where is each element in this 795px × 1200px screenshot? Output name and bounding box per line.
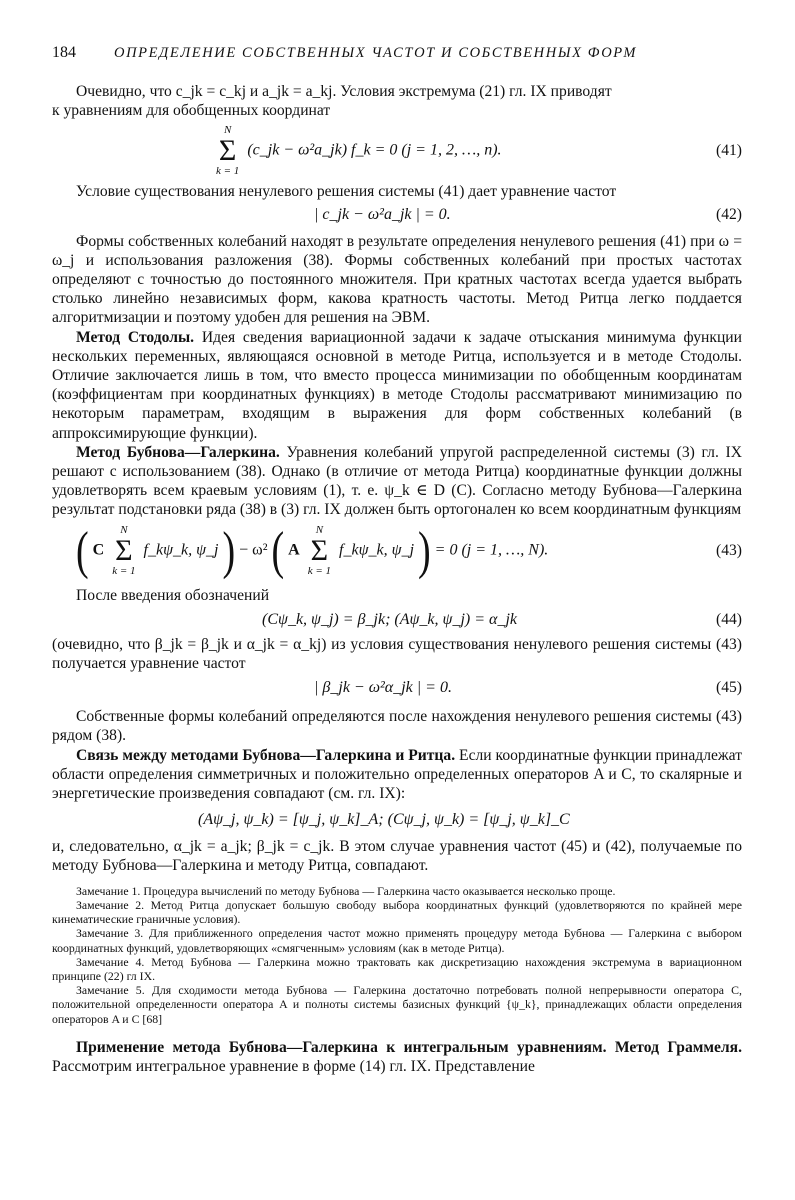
remark-5: Замечание 5. Для сходимости метода Бубнова — Галеркина достаточно потребовать полной непрерывности оператора C, положительной определенности оператора A и полноты системы базисных функций {ψ_k}, принадлежащих области определения операторов A и C [68] bbox=[52, 983, 742, 1026]
equation-link bbox=[52, 803, 742, 837]
paragraph-link bbox=[52, 746, 742, 804]
grammel-title: Применение метода Бубнова—Галеркина к интегральным уравнениям. Метод Граммеля. bbox=[76, 1038, 742, 1056]
bubnov-text: Уравнения колебаний упругой распределенной системы (3) гл. IX решают с использованием (38). Однако (в отличие от метода Ритца) координатные функции должны удовлетворять всем краевым условиям (1), т. е. ψ_k ∈ D (C). Согласно методу Бубнова—Галеркина результат подстановки ряда (38) в (3) гл. IX должен быть ортогонален ко всем координатным функциям bbox=[52, 443, 742, 519]
paragraph-forms: Формы собственных колебаний находят в результате определения ненулевого решения (41) при ω = ω_j и использования разложения (38). Формы собственных колебаний при простых частотах определяют с точностью до постоянного множителя. При кратных частотах всегда удается выбрать столько линейно независимых форм, какова кратность частоты. Метод Ритца легко поддается алгоритмизации и поэтому удобен для решения на ЭВМ. bbox=[52, 232, 742, 327]
page-header bbox=[52, 44, 742, 74]
grammel-text: Рассмотрим интегральное уравнение в форме (14) гл. IX. Представление bbox=[52, 1057, 535, 1075]
paragraph-stodola bbox=[52, 328, 742, 443]
paragraph-freq-condition: Условие существования ненулевого решения системы (41) дает уравнение частот bbox=[76, 183, 617, 201]
paragraph-notation: После введения обозначений bbox=[76, 586, 270, 604]
equation-42-body: | c_jk − ω²a_jk | = 0. bbox=[314, 205, 451, 223]
equation-43-term2: f_kψ_k, ψ_j bbox=[339, 541, 415, 559]
paragraph-eigenforms: Собственные формы колебаний определяются после нахождения ненулевого решения системы (43) рядом (38). bbox=[52, 708, 742, 745]
remark-1: Замечание 1. Процедура вычислений по методу Бубнова — Галеркина часто оказывается несколько проще. bbox=[76, 883, 616, 898]
equation-44-body: (Cψ_k, ψ_j) = β_jk; (Aψ_k, ψ_j) = α_jk bbox=[262, 610, 517, 628]
equation-42 bbox=[52, 202, 742, 228]
stodola-text: Идея сведения вариационной задачи к задаче отыскания минимума функции нескольких переменных, являющаяся основной в методе Ритца, используется и в методе Стодолы. Отличие заключается лишь в том, что вместо процесса минимизации по обобщенным координатам (коэффициентам при координатных функциях) в методе Стодолы рассматривают минимизацию по некоторым параметрам, входящим в выражения для форм собственных колебаний (в аппроксимирующие функции). bbox=[52, 328, 742, 442]
stodola-title: Метод Стодолы. bbox=[76, 328, 195, 346]
paragraph-obviously: (очевидно, что β_jk = β_jk и α_jk = α_kj) из условия существования ненулевого решения системы (43) получается уравнение частот bbox=[52, 635, 742, 673]
equation-45 bbox=[52, 673, 742, 703]
remark-3: Замечание 3. Для приближенного определения частот можно применять процедуру метода Бубнова — Галеркина с выбором координатных функций, удовлетворяющих «смягченным» условиям (как в методе Ритца). bbox=[52, 926, 742, 955]
paragraph-intro: Очевидно, что c_jk = c_kj и a_jk = a_kj. Условия экстремума (21) гл. IX приводят bbox=[76, 83, 612, 100]
page-number: 184 bbox=[52, 44, 76, 61]
paragraph-intro-2: к уравнениям для обобщенных координат bbox=[52, 102, 331, 120]
remark-4: Замечание 4. Метод Бубнова — Галеркина можно трактовать как дискретизацию нахождения экстремума в вариационном принципе (22) гл IX. bbox=[52, 954, 742, 983]
equation-42-number: (42) bbox=[716, 205, 742, 223]
equation-43-number: (43) bbox=[716, 541, 742, 559]
bubnov-title: Метод Бубнова—Галеркина. bbox=[76, 443, 280, 461]
equation-45-number: (45) bbox=[716, 679, 742, 697]
equation-43-mid: − ω² bbox=[239, 541, 268, 559]
equation-45-body: | β_jk − ω²α_jk | = 0. bbox=[314, 679, 452, 697]
paragraph-consequently: и, следовательно, α_jk = a_jk; β_jk = c_jk. В этом случае уравнения частот (45) и (42), получаемые по методу Бубнова—Галеркина и методу Ритца, совпадают. bbox=[52, 838, 742, 875]
operator-a: A bbox=[288, 541, 300, 559]
equation-41 bbox=[52, 124, 742, 178]
equation-41-number: (41) bbox=[716, 142, 742, 160]
equation-44-number: (44) bbox=[716, 610, 742, 628]
paragraph-bubnov bbox=[52, 443, 742, 520]
link-text: Если координатные функции принадлежат области определения симметричных и положительно определенных операторов A и C, то скалярные и энергетические произведения совпадают (см. гл. IX): bbox=[52, 746, 743, 803]
operator-c: C bbox=[92, 541, 105, 559]
equation-link-body: (Aψ_j, ψ_k) = [ψ_j, ψ_k]_A; (Cψ_j, ψ_k) = [ψ_j, ψ_k]_C bbox=[198, 811, 570, 829]
equation-43-term1: f_kψ_k, ψ_j bbox=[143, 541, 219, 559]
equation-44 bbox=[52, 605, 742, 635]
link-title: Связь между методами Бубнова—Галеркина и Ритца. bbox=[76, 746, 456, 764]
sum-symbol: N Σ k = 1 bbox=[112, 523, 136, 577]
remarks bbox=[52, 884, 742, 1026]
equation-43-tail: = 0 (j = 1, …, N). bbox=[434, 541, 549, 559]
equation-41-body: (c_jk − ω²a_jk) f_k = 0 (j = 1, 2, …, n). bbox=[247, 142, 502, 160]
remark-2: Замечание 2. Метод Ритца допускает большую свободу выбора координатных функций (удовлетворяются по крайней мере кинематические граничные условия). bbox=[52, 897, 742, 927]
running-title: ОПРЕДЕЛЕНИЕ СОБСТВЕННЫХ ЧАСТОТ И СОБСТВЕННЫХ ФОРМ bbox=[114, 45, 638, 61]
sum-symbol: N Σ k = 1 bbox=[307, 523, 332, 577]
sum-symbol: N Σ k = 1 bbox=[216, 124, 240, 178]
page bbox=[52, 44, 742, 1076]
equation-43: ( C N Σ k = 1 f_kψ_k, ψ_j ) − ω² ( A N Σ k = 1 f_kψ_k, ψ_j ) = 0 (j = 1, …, N). (43) bbox=[76, 521, 742, 581]
paragraph-grammel bbox=[52, 1038, 742, 1076]
